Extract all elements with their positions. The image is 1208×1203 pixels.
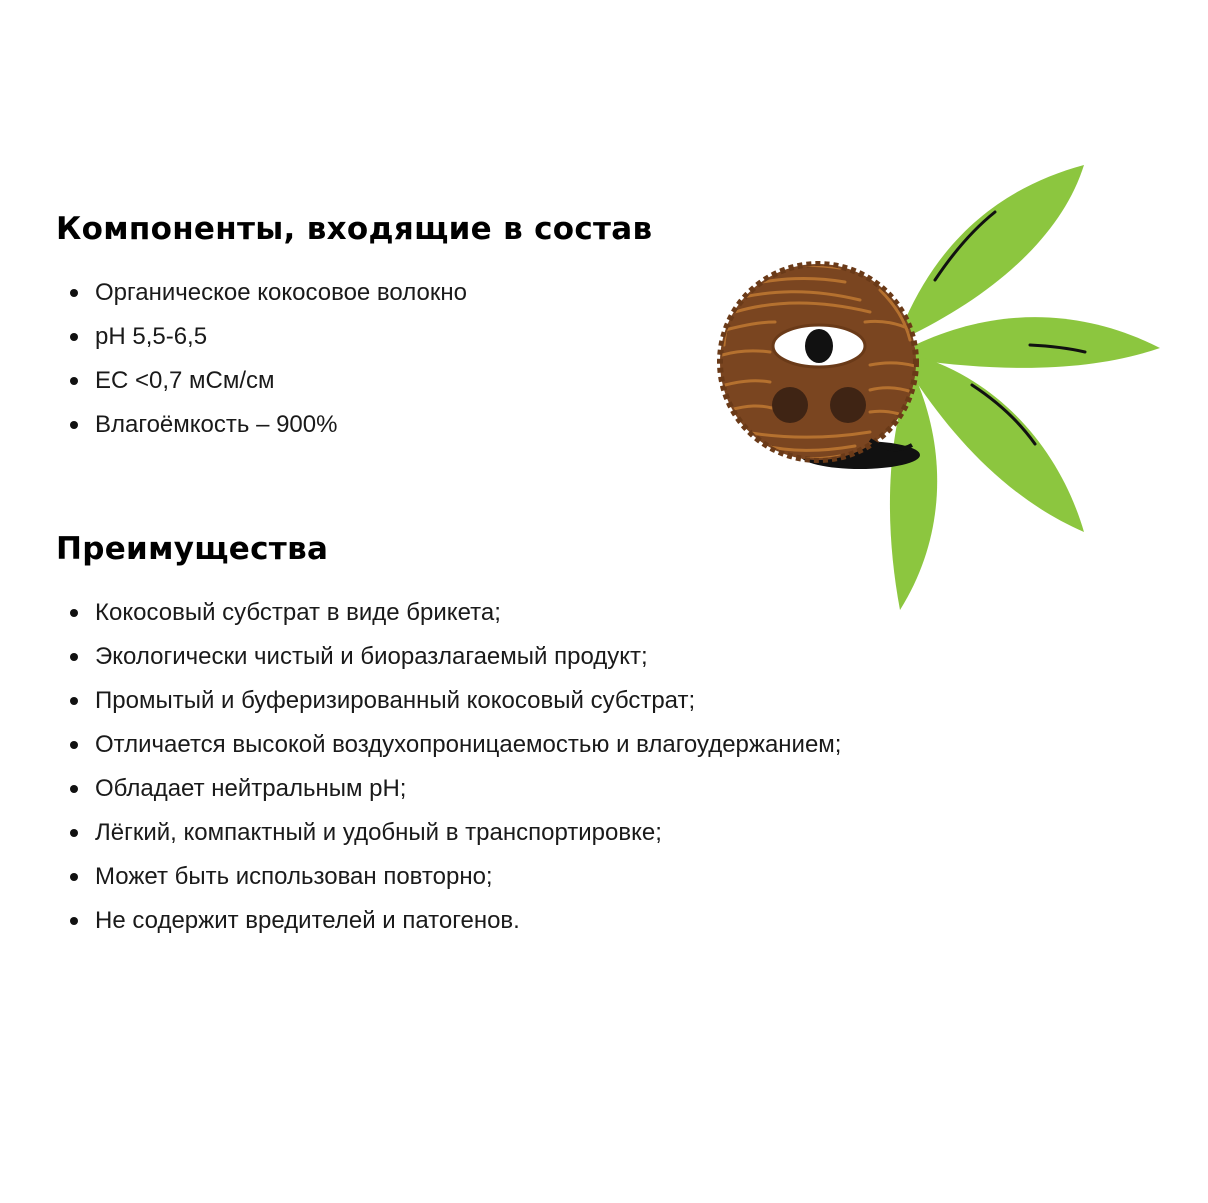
bullet-dot-icon — [70, 653, 78, 661]
bullet-dot-icon — [70, 421, 78, 429]
bullet-dot-icon — [70, 377, 78, 385]
list-item-text: Обладает нейтральным pH; — [95, 775, 407, 802]
list-item-text: Влагоёмкость – 900% — [95, 411, 338, 438]
bullet-dot-icon — [70, 289, 78, 297]
list-item — [60, 407, 467, 451]
list-item-text: Не содержит вредителей и патогенов. — [95, 907, 520, 934]
bullet-dot-icon — [70, 741, 78, 749]
coconut-hole-left — [772, 387, 808, 423]
list-item — [60, 639, 841, 683]
palm-leaves — [890, 165, 1160, 610]
list-item — [60, 727, 841, 771]
list-item — [60, 903, 841, 947]
list-item — [60, 815, 841, 859]
list-item-text: Кокосовый субстрат в виде брикета; — [95, 599, 501, 626]
list-item-text: Органическое кокосовое волокно — [95, 279, 467, 306]
list-item-text: EC <0,7 мСм/см — [95, 367, 275, 394]
list-item-text: pH 5,5-6,5 — [95, 323, 208, 350]
list-item — [60, 275, 467, 319]
coconut-hole-right — [830, 387, 866, 423]
list-item-text: Отличается высокой воздухопроницаемостью и влагоудержанием; — [95, 731, 842, 758]
bullet-dot-icon — [70, 785, 78, 793]
list-item — [60, 319, 467, 363]
list-item — [60, 683, 841, 727]
coconut-mascot-icon — [700, 150, 1180, 620]
components-list — [60, 275, 467, 451]
leaf-middle — [915, 317, 1160, 368]
components-title: Компоненты, входящие в состав — [56, 211, 653, 247]
list-item — [60, 859, 841, 903]
leaf-lower-right — [915, 355, 1084, 532]
advantages-list — [60, 595, 841, 947]
bullet-dot-icon — [70, 609, 78, 617]
list-item-text: Лёгкий, компактный и удобный в транспортировке; — [95, 819, 662, 846]
advantages-title: Преимущества — [56, 531, 329, 567]
bullet-dot-icon — [70, 697, 78, 705]
leaf-upper — [905, 165, 1084, 338]
list-item — [60, 363, 467, 407]
list-item-text: Может быть использован повторно; — [95, 863, 493, 890]
bullet-dot-icon — [70, 873, 78, 881]
mascot-eye — [773, 325, 865, 367]
bullet-dot-icon — [70, 333, 78, 341]
list-item — [60, 771, 841, 815]
bullet-dot-icon — [70, 917, 78, 925]
bullet-dot-icon — [70, 829, 78, 837]
list-item-text: Экологически чистый и биоразлагаемый продукт; — [95, 643, 648, 670]
list-item-text: Промытый и буферизированный кокосовый субстрат; — [95, 687, 696, 714]
